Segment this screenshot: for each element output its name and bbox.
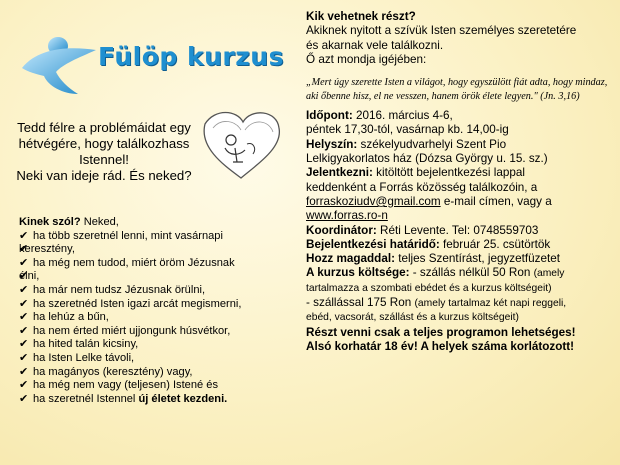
register-line-2: keddenként a Forrás közösség találkozóin, a	[306, 180, 538, 194]
list-item: ✔ ha magányos (keresztény) vagy,	[19, 366, 284, 380]
register-line: Jelentkezni: kitöltött bejelentkezési lappal	[306, 166, 525, 180]
location-line: Helyszín: székelyudvarhelyi Szent Pio	[306, 137, 507, 151]
list-item: ✔ ha szeretnél Istennel új életet kezdeni.	[19, 393, 284, 407]
email-link[interactable]: forraskoziudv@gmail.com	[306, 194, 441, 208]
cost-line: A kurzus költsége: - szállás nélkül 50 Ron (amely	[306, 266, 565, 280]
list-item-cont: ✔ keresztény,	[19, 243, 284, 257]
email-line: forraskoziudv@gmail.com e-mail címen, vagy a	[306, 194, 552, 208]
coordinator-line: Koordinátor: Réti Levente. Tel: 0748559703	[306, 223, 539, 237]
list-item: ✔ ha hited talán kicsiny,	[19, 338, 284, 352]
footer-note: Alsó korhatár 18 év! A helyek száma korlátozott!	[306, 339, 575, 353]
tagline-line: Istennel!	[79, 152, 129, 167]
list-item: ✔ ha nem érted miért ujjongunk húsvétkor,	[19, 325, 284, 339]
list-item: ✔ ha már nem tudsz Jézusnak örülni,	[19, 284, 284, 298]
audience-heading: Kinek szól? Neked,	[19, 216, 119, 228]
bring-line: Hozz magaddal: teljes Szentírást, jegyzetfüzetet	[306, 252, 560, 266]
who-text: Akiknek nyitott a szívük Isten személyes szeretetére	[306, 24, 577, 38]
tagline-line: Tedd félre a problémáidat egy	[17, 120, 191, 135]
bible-quote: „Mert úgy szerette Isten a világot, hogy egyszülött fiát adta, hogy mindaz, aki őbenne hisz, el ne vesszen, hanem örök élete legyen." (Jn. 3,16)	[306, 77, 608, 102]
who-text: és akarnak vele találkozni.	[306, 38, 444, 52]
list-item: ✔ ha még nem vagy (teljesen) Istené és	[19, 379, 284, 393]
date-line: Időpont: 2016. március 4-6,	[306, 109, 453, 123]
audience-list	[19, 216, 284, 406]
details-column	[306, 10, 616, 354]
cost-note-2: ebéd, vacsorát, szállást és a kurzus költségeit)	[306, 312, 519, 324]
list-item: ✔ ha szeretnéd Isten igazi arcát megismerni,	[19, 298, 284, 312]
list-item: ✔ ha Isten Lelke távoli,	[19, 352, 284, 366]
list-item: ✔ ha több szeretnél lenni, mint vasárnapi	[19, 230, 284, 244]
list-item: ✔ ha még nem tudod, miért öröm Jézusnak	[19, 257, 284, 271]
footer-note: Részt venni csak a teljes programon lehetséges!	[306, 325, 576, 339]
logo-title: Fülöp kurzus	[98, 42, 284, 71]
who-text: Ő azt mondja igéjében:	[306, 52, 427, 66]
website-link[interactable]: www.forras.ro-n	[306, 209, 388, 223]
cost-line-2: - szállással 175 Ron (amely tartalmaz két napi reggeli,	[306, 296, 567, 310]
deadline-line: Bejelentkezési határidő: február 25. csütörtök	[306, 237, 551, 251]
tagline	[0, 120, 208, 184]
tagline-line: Neki van ideje rád. És neked?	[16, 168, 192, 183]
website-line	[306, 209, 616, 223]
list-item: ✔ ha lehúz a bűn,	[19, 311, 284, 325]
list-item-cont: ✔ élni,	[19, 270, 284, 284]
tagline-line: hétvégére, hogy találkozhass	[18, 136, 190, 151]
heart-with-person-image	[195, 104, 287, 182]
date-line-2: péntek 17,30-tól, vasárnap kb. 14,00-ig	[306, 123, 509, 137]
cost-note: tartalmazza a szombati ebédet és a kurzus költségeit)	[306, 282, 552, 294]
location-line-2: Lelkigyakorlatos ház (Dózsa György u. 15. sz.)	[306, 152, 548, 166]
who-can-join-heading: Kik vehetnek részt?	[306, 10, 416, 23]
